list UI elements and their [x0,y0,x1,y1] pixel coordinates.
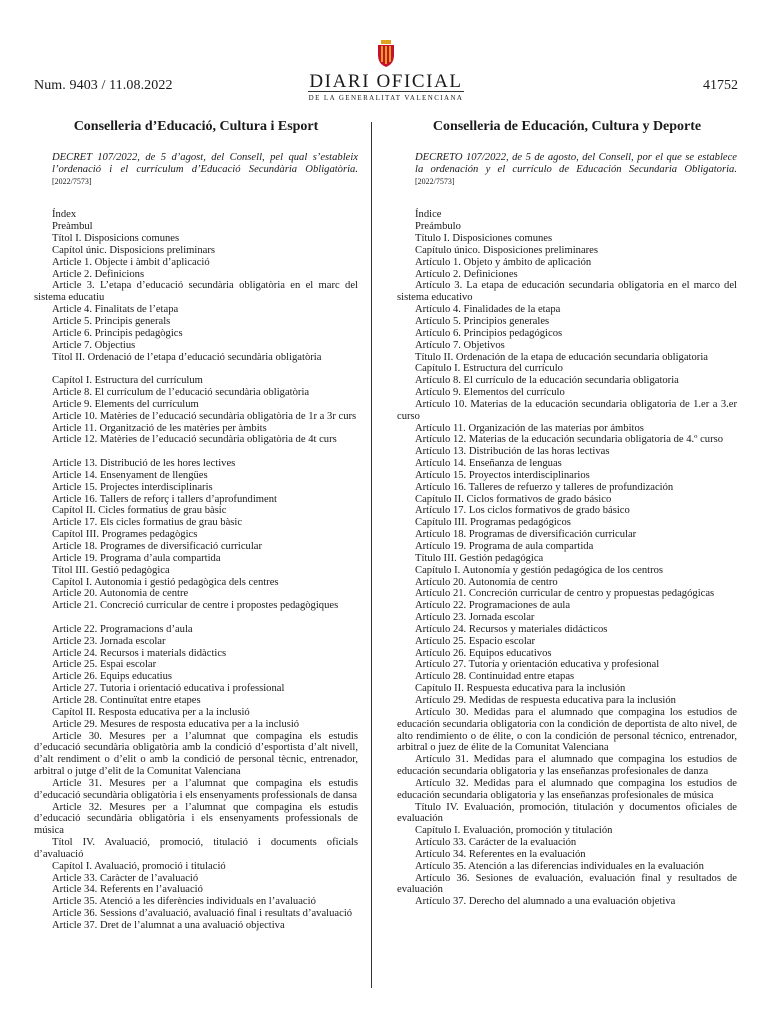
toc-entry: Artículo 34. Referentes en la evaluación [415,848,586,860]
toc-entry: Artículo 37. Derecho del alumnado a una evaluación objetiva [415,896,676,908]
toc-entry: Artículo 28. Continuidad entre etapas [415,671,575,683]
decree-title-spanish [397,152,737,187]
toc-entry: Capítulo I. Estructura del currículo [415,363,563,375]
toc-entry: Artículo 4. Finalidades de la etapa [415,304,561,316]
toc-entry: Article 18. Programes de diversificació curricular [52,541,263,553]
decree-title-valencian [34,152,358,187]
toc-entry: Capítol III. Programes pedagògics [52,529,198,541]
decree-reference: [2022/7573] [415,176,455,186]
toc-entry: Título II. Ordenación de la etapa de educación secundaria obligatoria [415,351,708,363]
toc-entry: Capítulo I. Autonomía y gestión pedagógica de los centros [415,564,664,576]
toc-entry: Article 25. Espai escolar [52,659,157,671]
toc-entry: Títol I. Disposicions comunes [52,233,180,245]
toc-entry: Article 9. Elements del currículum [52,398,199,410]
toc-entry: Article 13. Distribució de les hores lectives [52,458,236,470]
toc-entry: Preámbulo [415,221,461,233]
toc-entry: Article 32. Mesures per a l’alumnat que compagina els estudis d’educació secundària obligatòria i els ensenyaments professionals de música [34,801,358,837]
toc-entry: Artículo 11. Organización de las materias por ámbitos [415,422,644,434]
toc-entry: Article 20. Autonomia de centre [52,588,189,600]
toc-entry: Article 29. Mesures de resposta educativa per a la inclusió [52,718,300,730]
toc-entry: Article 15. Projectes interdisciplinaris [52,481,213,493]
journal-subtitle: DE LA GENERALITAT VALENCIANA [308,91,464,102]
toc-entry: Article 27. Tutoria i orientació educativa i professional [52,683,285,695]
toc-entry: Artículo 16. Talleres de refuerzo y talleres de profundización [415,481,674,493]
page-number: 41752 [703,78,738,93]
toc-entry: Article 31. Mesures per a l’alumnat que compagina els estudis d’educació secundària obligatòria i els ensenyaments professionals de dansa [34,777,358,801]
toc-entry: Article 22. Programacions d’aula [52,623,193,635]
toc-entry: Capítol I. Autonomia i gestió pedagògica dels centres [52,576,279,588]
toc-entry: Artículo 18. Programas de diversificación curricular [415,529,637,541]
toc-entry: Artículo 3. La etapa de educación secundaria obligatoria en el marco del sistema educativo [397,280,737,304]
toc-entry: Capítulo III. Programas pedagógicos [415,517,571,529]
toc-entry: Artículo 27. Tutoría y orientación educativa y profesional [415,659,660,671]
toc-entry: Índex [52,209,77,221]
decree-text: DECRETO 107/2022, de 5 de agosto, del Consell, por el que se establece la ordenación y el currículo de Educación Secundaria Obligatoria. [415,152,737,175]
toc-entry: Article 5. Principis generals [52,315,171,327]
toc-entry: Artículo 9. Elementos del currículo [415,387,565,399]
toc-entry: Artículo 19. Programa de aula compartida [415,541,594,553]
toc-entry: Capítol II. Resposta educativa per a la inclusió [52,706,250,718]
table-of-contents-valencian [34,209,358,931]
toc-entry: Artículo 24. Recursos y materiales didácticos [415,623,608,635]
journal-logo [306,40,466,102]
toc-entry: Títol IV. Avaluació, promoció, titulació i documents oficials d’avaluació [34,837,358,860]
toc-entry: Article 6. Principis pedagògics [52,327,183,339]
toc-entry: Título I. Disposiciones comunes [415,233,553,245]
toc-entry: Article 14. Ensenyament de llengües [52,469,208,481]
toc-entry: Article 4. Finalitats de l’etapa [52,304,179,316]
table-of-contents-spanish [397,209,737,908]
toc-entry: Capítol I. Avaluació, promoció i titulació [52,860,226,872]
toc-entry: Artículo 35. Atención a las diferencias individuales en la evaluación [415,860,704,872]
toc-entry: Preàmbul [52,221,93,233]
decree-reference: [2022/7573] [52,176,92,186]
toc-entry: Article 7. Objectius [52,339,136,351]
toc-entry: Artículo 22. Programaciones de aula [415,600,571,612]
toc-entry: Capítol I. Estructura del currículum [52,375,203,387]
toc-entry: Artículo 17. Los ciclos formativos de grado básico [415,505,630,517]
toc-entry: Article 23. Jornada escolar [52,635,166,647]
toc-entry: Artículo 6. Principios pedagógicos [415,327,563,339]
toc-entry: Artículo 30. Medidas para el alumnado que compagina los estudios de educación secundaria obligatoria con la condición de deportista de alto nivel, de alto rendimiento o de élite, o con la condición de personal técnico, entrenador, arbitral o juez de élite de la Comunitat Valenciana [397,706,737,754]
toc-entry: Capítulo II. Ciclos formativos de grado básico [415,493,612,505]
toc-entry: Artículo 26. Equipos educativos [415,647,552,659]
toc-entry: Capítol II. Cicles formatius de grau bàsic [52,505,227,517]
toc-entry: Article 24. Recursos i materials didàctics [52,647,227,659]
toc-entry: Article 17. Els cicles formatius de grau bàsic [52,517,243,529]
toc-entry: Artículo 12. Materias de la educación secundaria obligatoria de 4.º curso [415,434,724,446]
toc-entry: Article 12. Matèries de l’educació secundària obligatòria de 4t curs [52,434,337,446]
valencian-column [34,118,358,932]
column-divider [371,122,372,988]
decree-text: DECRET 107/2022, de 5 d’agost, del Consell, pel qual s’estableix l’ordenació i el currículum d’Educació Secundària Obligatòria. [52,152,358,175]
coat-of-arms-icon [375,40,397,68]
toc-entry: Artículo 10. Materias de la educación secundaria obligatoria de 1.er a 3.er curso [397,398,737,422]
toc-entry: Capítulo I. Evaluación, promoción y titulación [415,825,613,837]
toc-entry: Artículo 8. El currículo de la educación secundaria obligatoria [415,375,679,387]
toc-entry: Artículo 29. Medidas de respuesta educativa para la inclusión [415,694,676,706]
toc-entry: Article 36. Sessions d’avaluació, avaluació final i resultats d’avaluació [52,908,353,920]
toc-entry: Artículo 20. Autonomía de centro [415,576,558,588]
toc-entry: Article 35. Atenció a les diferències individuals en l’avaluació [52,896,316,908]
toc-entry: Capítulo único. Disposiciones preliminares [415,244,599,256]
toc-entry: Artículo 2. Definiciones [415,268,518,280]
toc-entry: Artículo 33. Carácter de la evaluación [415,837,577,849]
toc-entry: Artículo 1. Objeto y ámbito de aplicación [415,256,592,268]
toc-entry: Títol III. Gestió pedagògica [52,564,170,576]
toc-entry: Artículo 14. Enseñanza de lenguas [415,458,562,470]
toc-entry: Títol II. Ordenació de l’etapa d’educació secundària obligatòria [52,351,322,363]
toc-entry: Article 2. Definicions [52,268,145,280]
journal-title: DIARI OFICIAL [309,71,463,92]
toc-entry: Article 3. L’etapa d’educació secundària obligatòria en el marc del sistema educatiu [34,280,358,304]
toc-entry: Artículo 32. Medidas para el alumnado que compagina los estudios de educación secundaria obligatoria y las enseñanzas profesionales de música [397,777,737,801]
toc-entry: Artículo 36. Sesiones de evaluación, evaluación final y resultados de evaluación [397,872,737,896]
issue-number-date: Num. 9403 / 11.08.2022 [34,78,173,93]
department-title-spanish: Conselleria de Educación, Cultura y Deporte [432,119,702,134]
toc-entry: Article 33. Caràcter de l’avaluació [52,872,199,884]
toc-entry: Artículo 15. Proyectos interdisciplinarios [415,469,590,481]
toc-entry: Artículo 25. Espacio escolar [415,635,536,647]
toc-entry: Article 8. El currículum de l’educació secundària obligatòria [52,387,310,399]
toc-entry: Artículo 7. Objetivos [415,339,505,351]
toc-entry: Article 28. Continuïtat entre etapes [52,694,201,706]
toc-entry: Capítulo II. Respuesta educativa para la inclusión [415,683,626,695]
toc-entry: Artículo 13. Distribución de las horas lectivas [415,446,610,458]
toc-entry: Article 26. Equips educatius [52,671,173,683]
spanish-column [397,118,737,908]
toc-entry: Título IV. Evaluación, promoción, titulación y documentos oficiales de evaluación [397,801,737,825]
toc-entry: Article 16. Tallers de reforç i tallers d’aprofundiment [52,493,277,505]
toc-entry: Article 21. Concreció curricular de centre i propostes pedagògiques [52,600,339,612]
toc-entry: Artículo 21. Concreción curricular de centro y propuestas pedagógicas [415,588,715,600]
department-title-valencian: Conselleria d’Educació, Cultura i Esport [73,119,319,134]
toc-entry: Artículo 31. Medidas para el alumnado que compagina los estudios de educación secundaria obligatoria y las enseñanzas profesionales de danza [397,754,737,778]
toc-entry: Índice [415,209,442,221]
toc-entry: Article 1. Objecte i àmbit d’aplicació [52,256,210,268]
toc-entry: Article 19. Programa d’aula compartida [52,552,221,564]
toc-entry: Article 11. Organització de les matèries per àmbits [52,422,267,434]
toc-entry: Article 37. Dret de l’alumnat a una avaluació objectiva [52,920,285,932]
toc-entry: Article 34. Referents en l’avaluació [52,884,203,896]
toc-entry: Título III. Gestión pedagógica [415,552,544,564]
toc-entry: Artículo 5. Principios generales [415,315,550,327]
toc-entry: Artículo 23. Jornada escolar [415,612,535,624]
toc-entry: Article 30. Mesures per a l’alumnat que compagina els estudis d’educació secundària obligatòria amb la condició d’esportista d’alt nivell, d’alt rendiment o d’elit o amb la condició de personal tècnic, entrenador, arbitral o jutge d’elit de la Comunitat Valenciana [34,730,358,778]
toc-entry: Capítol únic. Disposicions preliminars [52,244,216,256]
toc-entry: Article 10. Matèries de l’educació secundària obligatòria de 1r a 3r curs [52,410,357,422]
